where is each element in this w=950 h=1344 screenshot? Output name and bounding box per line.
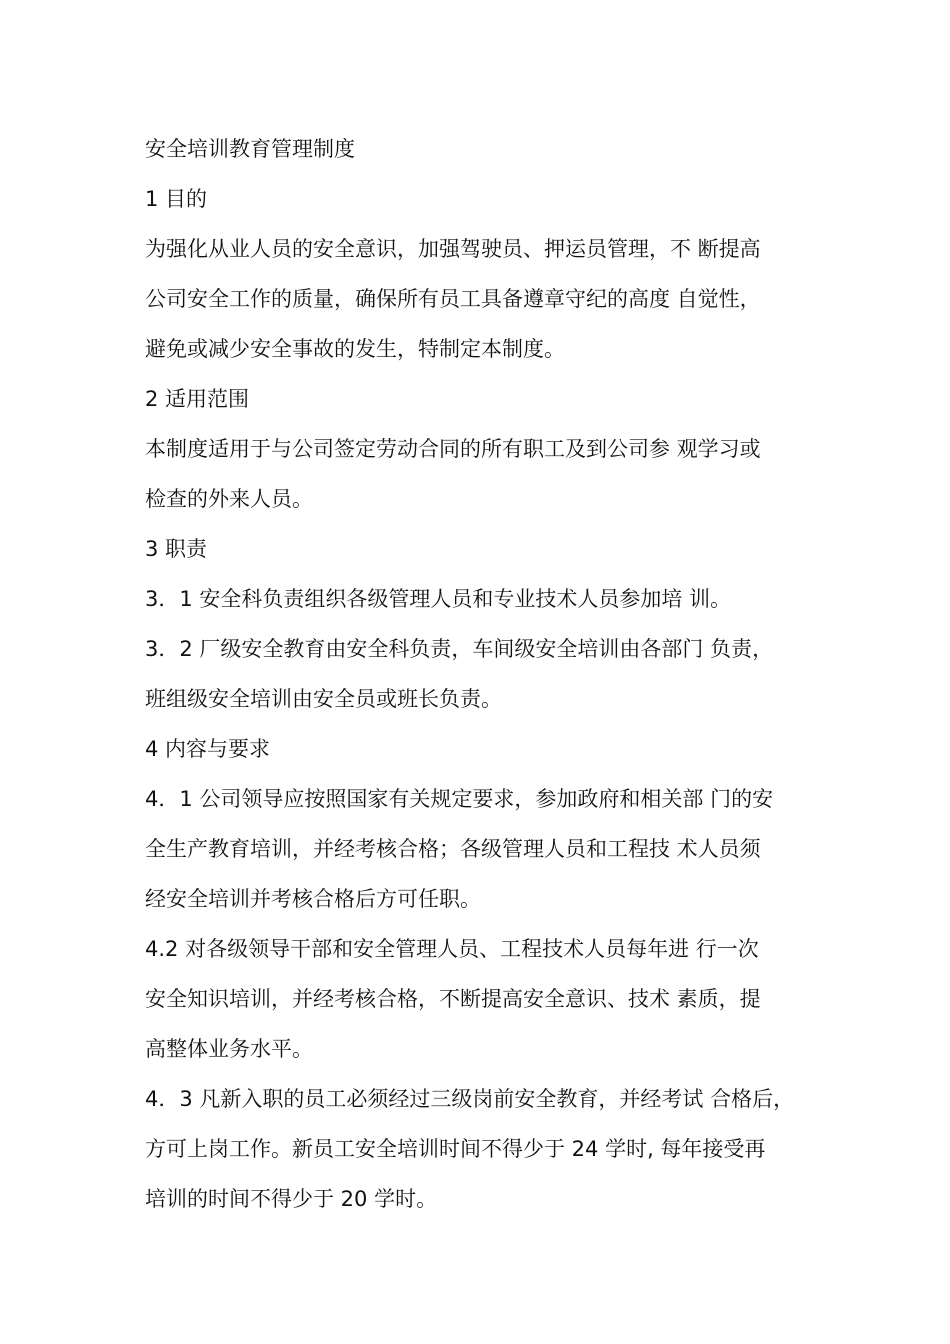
- paragraph-line: 本制度适用于与公司签定劳动合同的所有职工及到公司参 观学习或: [145, 437, 761, 461]
- section-heading-purpose: 1 目的: [145, 187, 208, 211]
- paragraph-line: 避免或减少安全事故的发生，特制定本制度。: [145, 337, 565, 361]
- paragraph-line: 培训的时间不得少于 20 学时。: [145, 1187, 438, 1211]
- paragraph-line: 高整体业务水平。: [145, 1037, 313, 1061]
- section-heading-scope: 2 适用范围: [145, 387, 250, 411]
- paragraph-line: 检查的外来人员。: [145, 487, 313, 511]
- paragraph-line: 方可上岗工作。新员工安全培训时间不得少于 24 学时, 每年接受再: [145, 1137, 766, 1161]
- document-body: [145, 124, 845, 1224]
- paragraph-line: 经安全培训并考核合格后方可任职。: [145, 887, 481, 911]
- paragraph-line: 公司安全工作的质量，确保所有员工具备遵章守纪的高度 自觉性，: [145, 287, 761, 311]
- paragraph-line: 安全知识培训，并经考核合格，不断提高安全意识、技术 素质，提: [145, 987, 761, 1011]
- section-heading-content-requirements: 4 内容与要求: [145, 737, 271, 761]
- paragraph-line: 全生产教育培训，并经考核合格；各级管理人员和工程技 术人员须: [145, 837, 761, 861]
- paragraph-line: 4.2 对各级领导干部和安全管理人员、工程技术人员每年进 行一次: [145, 937, 759, 961]
- paragraph-line: 为强化从业人员的安全意识，加强驾驶员、押运员管理，不 断提高: [145, 237, 761, 261]
- paragraph-line: 3．1 安全科负责组织各级管理人员和专业技术人员参加培 训。: [145, 587, 732, 611]
- paragraph-line: 4．1 公司领导应按照国家有关规定要求，参加政府和相关部 门的安: [145, 787, 774, 811]
- document-title: 安全培训教育管理制度: [145, 137, 355, 161]
- paragraph-line: 3．2 厂级安全教育由安全科负责，车间级安全培训由各部门 负责，: [145, 637, 774, 661]
- paragraph-line: 4．3 凡新入职的员工必须经过三级岗前安全教育，并经考试 合格后，: [145, 1087, 795, 1111]
- section-heading-responsibilities: 3 职责: [145, 537, 208, 561]
- paragraph-line: 班组级安全培训由安全员或班长负责。: [145, 687, 502, 711]
